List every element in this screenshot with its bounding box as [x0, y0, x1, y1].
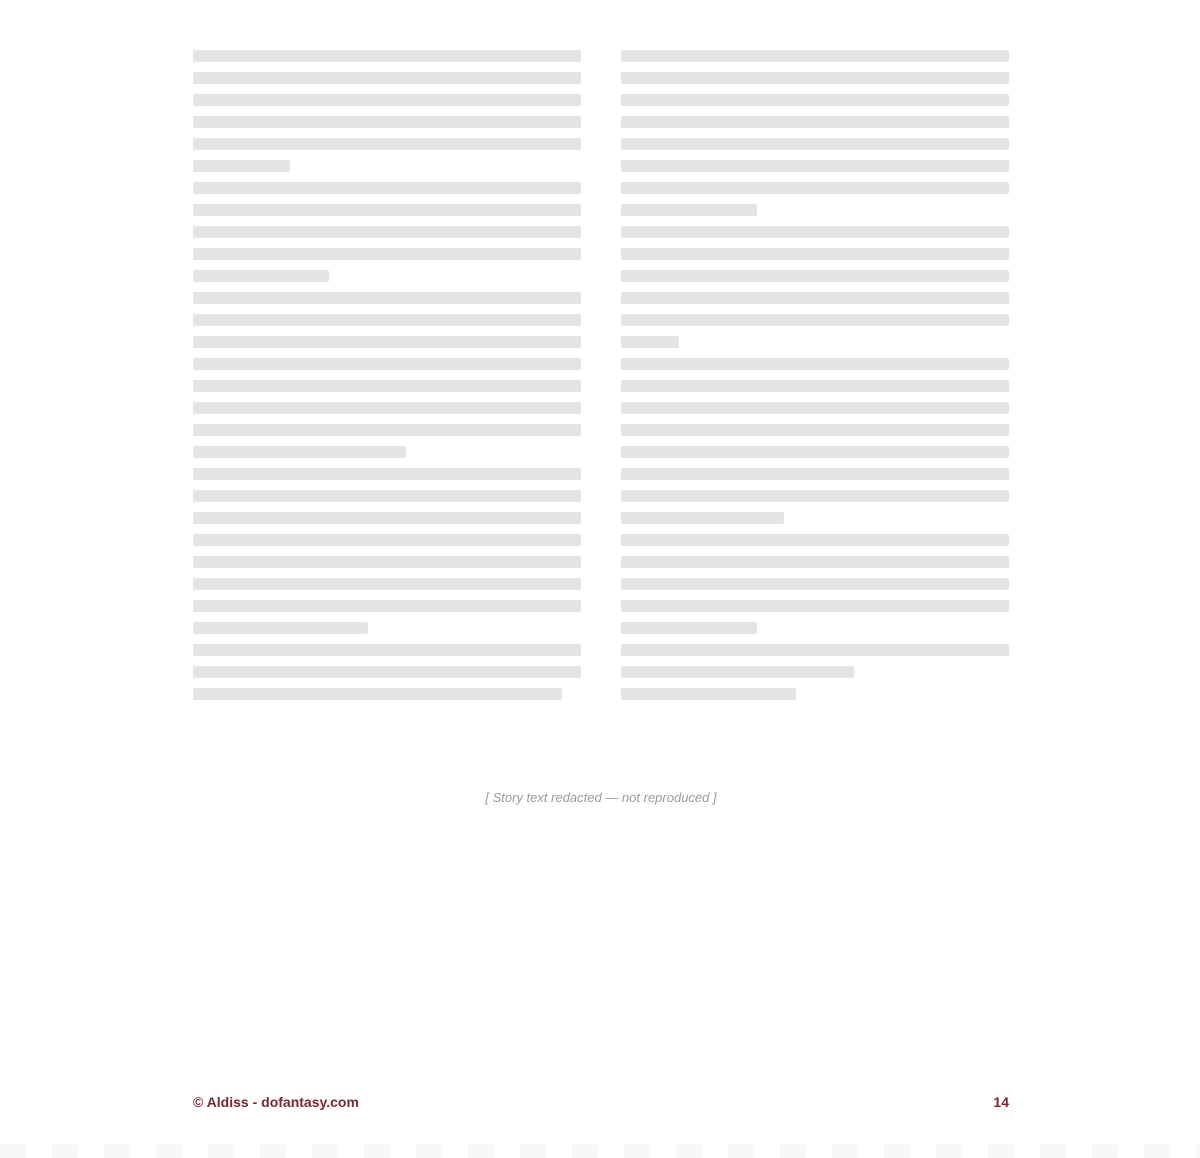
redacted-text-line — [193, 248, 581, 260]
redacted-text-line — [621, 512, 784, 524]
redacted-text-line — [621, 556, 1009, 568]
redacted-paragraph — [193, 182, 581, 282]
redacted-text-line — [621, 446, 1009, 458]
redacted-text-line — [193, 644, 581, 656]
redacted-text-line — [621, 72, 1009, 84]
redacted-paragraph — [193, 468, 581, 634]
scan-noise-strip — [0, 1144, 1200, 1158]
redacted-text-line — [193, 622, 368, 634]
redacted-paragraph — [621, 358, 1009, 524]
redacted-text-line — [621, 622, 757, 634]
redaction-notice: [ Story text redacted — not reproduced ] — [485, 790, 717, 805]
redacted-text-line — [621, 248, 1009, 260]
redacted-text-line — [193, 204, 581, 216]
redacted-text-line — [621, 182, 1009, 194]
redacted-text-line — [621, 314, 1009, 326]
redacted-text-line — [621, 226, 1009, 238]
redacted-text-line — [621, 468, 1009, 480]
redacted-text-line — [621, 358, 1009, 370]
redacted-text-line — [193, 226, 581, 238]
text-area — [193, 50, 1009, 710]
redacted-text-line — [193, 270, 329, 282]
redacted-text-line — [193, 380, 581, 392]
redacted-text-line — [193, 160, 290, 172]
redacted-text-line — [193, 50, 581, 62]
redacted-text-line — [193, 138, 581, 150]
redacted-text-line — [621, 600, 1009, 612]
redacted-text-line — [193, 424, 581, 436]
redacted-text-line — [621, 50, 1009, 62]
redacted-text-line — [193, 358, 581, 370]
redacted-text-line — [193, 534, 581, 546]
redacted-text-line — [193, 666, 581, 678]
redacted-text-line — [621, 116, 1009, 128]
redacted-paragraph — [621, 50, 1009, 216]
left-column — [193, 50, 581, 710]
redacted-text-line — [621, 160, 1009, 172]
redacted-text-line — [621, 336, 679, 348]
redacted-text-line — [193, 182, 581, 194]
redacted-paragraph — [193, 644, 581, 700]
redacted-paragraph — [621, 226, 1009, 348]
redacted-text-line — [193, 512, 581, 524]
redacted-paragraph — [193, 50, 581, 172]
redacted-text-line — [621, 292, 1009, 304]
redacted-text-line — [621, 578, 1009, 590]
redacted-text-line — [193, 292, 581, 304]
redacted-text-line — [193, 600, 581, 612]
redacted-paragraph — [621, 688, 1009, 700]
redacted-text-line — [193, 314, 581, 326]
redacted-paragraph — [621, 534, 1009, 634]
redacted-text-line — [193, 116, 581, 128]
redacted-text-line — [193, 72, 581, 84]
redacted-text-line — [193, 468, 581, 480]
page-number: 14 — [993, 1094, 1009, 1110]
redacted-text-line — [193, 94, 581, 106]
redacted-text-line — [193, 556, 581, 568]
redacted-text-line — [193, 688, 562, 700]
right-column — [621, 50, 1009, 710]
redacted-text-line — [621, 94, 1009, 106]
redacted-text-line — [193, 336, 581, 348]
redacted-text-line — [193, 490, 581, 502]
redacted-text-line — [621, 138, 1009, 150]
redacted-text-line — [621, 534, 1009, 546]
redacted-paragraph — [193, 292, 581, 458]
redacted-text-line — [621, 688, 796, 700]
redacted-text-line — [193, 578, 581, 590]
redacted-text-line — [621, 380, 1009, 392]
redacted-text-line — [193, 402, 581, 414]
redacted-text-line — [621, 644, 1009, 656]
page-footer — [193, 1094, 1009, 1110]
redacted-paragraph — [621, 644, 1009, 678]
redacted-text-line — [193, 446, 406, 458]
copyright-text: © Aldiss - dofantasy.com — [193, 1094, 359, 1110]
redacted-text-line — [621, 402, 1009, 414]
redacted-text-line — [621, 270, 1009, 282]
redacted-text-line — [621, 490, 1009, 502]
redacted-text-line — [621, 424, 1009, 436]
redacted-text-line — [621, 204, 757, 216]
redacted-text-line — [621, 666, 854, 678]
